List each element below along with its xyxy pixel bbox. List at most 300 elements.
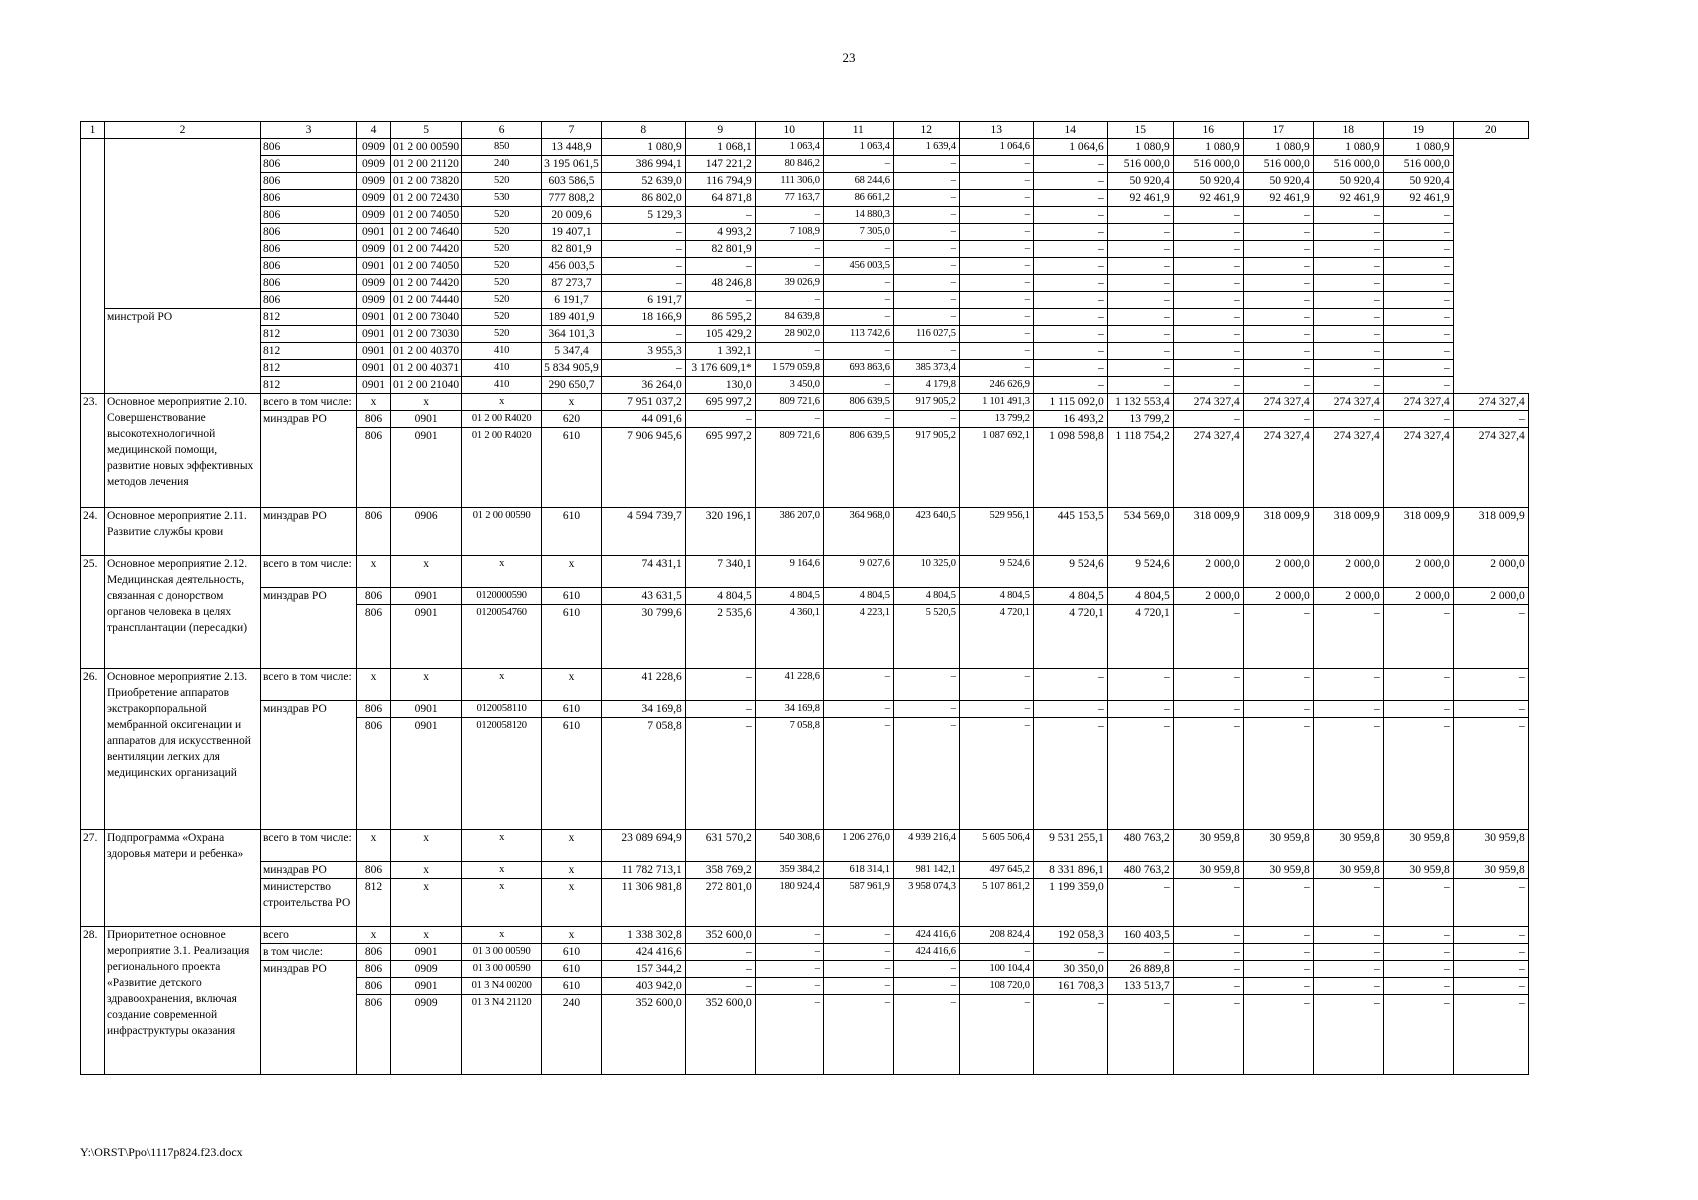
amount-cell: – <box>959 309 1033 326</box>
amount-cell: 2 000,0 <box>1453 556 1528 588</box>
amount-cell: – <box>893 207 959 224</box>
amount-cell: – <box>1243 944 1313 961</box>
amount-cell: 445 153,5 <box>1033 508 1107 556</box>
amount-cell: 2 000,0 <box>1313 588 1383 605</box>
amount-cell: 246 626,9 <box>959 377 1033 394</box>
amount-cell: 693 863,6 <box>823 360 893 377</box>
amount-cell: 2 000,0 <box>1313 556 1383 588</box>
amount-cell: – <box>893 995 959 1075</box>
amount-cell: – <box>1453 995 1528 1075</box>
amount-cell: – <box>685 961 755 978</box>
budget-code-cell: х <box>391 556 462 588</box>
column-number-cell: 17 <box>1243 122 1313 139</box>
amount-cell: 917 905,2 <box>893 394 959 411</box>
amount-cell: – <box>1243 605 1313 669</box>
budget-code-cell: 610 <box>542 978 602 995</box>
amount-cell: – <box>1383 360 1453 377</box>
executor-cell: 812 <box>261 326 357 343</box>
amount-cell: 4 804,5 <box>1033 588 1107 605</box>
table-row <box>81 292 1529 309</box>
amount-cell: – <box>1033 377 1107 394</box>
budget-code-cell: 0120058110 <box>462 701 542 718</box>
amount-cell: 48 246,8 <box>685 275 755 292</box>
amount-cell: – <box>755 241 823 258</box>
amount-cell: – <box>823 377 893 394</box>
executor-cell: 812 <box>261 377 357 394</box>
amount-cell: 9 524,6 <box>1107 556 1173 588</box>
amount-cell: – <box>959 207 1033 224</box>
budget-code-cell: 0901 <box>357 360 391 377</box>
amount-cell: 4 804,5 <box>755 588 823 605</box>
amount-cell: 11 306 981,8 <box>601 879 685 927</box>
amount-cell: – <box>1453 978 1528 995</box>
table-row <box>81 309 1529 326</box>
amount-cell: – <box>1383 961 1453 978</box>
amount-cell: – <box>1383 879 1453 927</box>
budget-code-cell: х <box>357 394 391 411</box>
amount-cell: – <box>1033 995 1107 1075</box>
budget-code-cell: 01 2 00 21120 <box>391 156 462 173</box>
amount-cell: – <box>893 718 959 830</box>
budget-code-cell: 82 801,9 <box>542 241 602 258</box>
amount-cell: – <box>1107 360 1173 377</box>
budget-code-cell: 01 2 00 74050 <box>391 207 462 224</box>
amount-cell: 1 338 302,8 <box>601 927 685 944</box>
amount-cell: – <box>685 701 755 718</box>
amount-cell: – <box>823 701 893 718</box>
amount-cell: – <box>1383 224 1453 241</box>
amount-cell: 806 639,5 <box>823 428 893 508</box>
budget-code-cell: 01 2 00 74420 <box>391 275 462 292</box>
amount-cell: – <box>1107 995 1173 1075</box>
row-number-cell: 24. <box>81 508 105 556</box>
amount-cell: – <box>1383 995 1453 1075</box>
budget-code-cell: 01 3 00 00590 <box>462 944 542 961</box>
table-row <box>81 669 1529 701</box>
amount-cell: – <box>755 944 823 961</box>
amount-cell: 36 264,0 <box>601 377 685 394</box>
executor-cell: минздрав РО <box>261 862 357 879</box>
amount-cell: 52 639,0 <box>601 173 685 190</box>
budget-code-cell: 0901 <box>391 701 462 718</box>
budget-code-cell: 01 3 N4 21120 <box>462 995 542 1075</box>
amount-cell: – <box>893 258 959 275</box>
amount-cell: 50 920,4 <box>1173 173 1243 190</box>
row-number-cell: 27. <box>81 830 105 927</box>
amount-cell: – <box>1173 995 1243 1075</box>
executor-cell: всего <box>261 927 357 944</box>
table-row <box>81 879 1529 927</box>
amount-cell: – <box>1243 258 1313 275</box>
amount-cell: – <box>1173 961 1243 978</box>
amount-cell: – <box>1243 961 1313 978</box>
column-number-cell: 18 <box>1313 122 1383 139</box>
amount-cell: 695 997,2 <box>685 394 755 411</box>
amount-cell: 274 327,4 <box>1173 394 1243 411</box>
amount-cell: – <box>1313 701 1383 718</box>
amount-cell: – <box>959 173 1033 190</box>
amount-cell: 540 308,6 <box>755 830 823 862</box>
amount-cell: 180 924,4 <box>755 879 823 927</box>
table-row <box>81 701 1529 718</box>
budget-code-cell: 01 3 00 00590 <box>462 961 542 978</box>
executor-cell: 812 <box>261 360 357 377</box>
amount-cell: – <box>601 326 685 343</box>
amount-cell: – <box>893 343 959 360</box>
amount-cell: 318 009,9 <box>1383 508 1453 556</box>
amount-cell: – <box>1033 309 1107 326</box>
amount-cell: 359 384,2 <box>755 862 823 879</box>
amount-cell: – <box>823 241 893 258</box>
amount-cell: 1 063,4 <box>755 139 823 156</box>
amount-cell: – <box>1383 377 1453 394</box>
amount-cell: 274 327,4 <box>1243 428 1313 508</box>
amount-cell: 92 461,9 <box>1173 190 1243 207</box>
amount-cell: 497 645,2 <box>959 862 1033 879</box>
budget-code-cell: 0901 <box>357 377 391 394</box>
budget-code-cell: 806 <box>357 508 391 556</box>
amount-cell: – <box>1243 879 1313 927</box>
amount-cell: – <box>1033 718 1107 830</box>
amount-cell: – <box>1173 701 1243 718</box>
column-number-cell: 7 <box>542 122 602 139</box>
amount-cell: 386 207,0 <box>755 508 823 556</box>
amount-cell: 516 000,0 <box>1173 156 1243 173</box>
executor-cell: 806 <box>261 241 357 258</box>
amount-cell: – <box>823 275 893 292</box>
amount-cell: 587 961,9 <box>823 879 893 927</box>
budget-code-cell: 01 2 00 40370 <box>391 343 462 360</box>
amount-cell: 2 000,0 <box>1243 588 1313 605</box>
amount-cell: 1 080,9 <box>601 139 685 156</box>
budget-code-cell: 520 <box>462 258 542 275</box>
amount-cell: – <box>1173 718 1243 830</box>
amount-cell: – <box>1173 309 1243 326</box>
budget-code-cell: х <box>542 394 602 411</box>
amount-cell: – <box>1173 292 1243 309</box>
amount-cell: 5 605 506,4 <box>959 830 1033 862</box>
budget-code-cell: х <box>542 830 602 862</box>
amount-cell: 13 799,2 <box>1107 411 1173 428</box>
amount-cell: – <box>1107 207 1173 224</box>
amount-cell: – <box>1173 207 1243 224</box>
file-path-footer: Y:\ORST\Ppo\1117p824.f23.docx <box>80 1145 243 1159</box>
amount-cell: – <box>1453 944 1528 961</box>
amount-cell: 43 631,5 <box>601 588 685 605</box>
budget-code-cell: х <box>542 556 602 588</box>
amount-cell: 917 905,2 <box>893 428 959 508</box>
amount-cell: 86 595,2 <box>685 309 755 326</box>
amount-cell: – <box>1453 961 1528 978</box>
amount-cell: 30 959,8 <box>1173 862 1243 879</box>
amount-cell: 1 068,1 <box>685 139 755 156</box>
amount-cell: – <box>1033 343 1107 360</box>
amount-cell: – <box>755 292 823 309</box>
budget-code-cell: 610 <box>542 508 602 556</box>
amount-cell: – <box>1313 669 1383 701</box>
budget-code-cell: 0120000590 <box>462 588 542 605</box>
amount-cell: – <box>1243 343 1313 360</box>
budget-code-cell: 01 2 00 74440 <box>391 292 462 309</box>
budget-code-cell: 0909 <box>357 139 391 156</box>
amount-cell: – <box>823 978 893 995</box>
amount-cell: – <box>1313 292 1383 309</box>
amount-cell: – <box>1033 326 1107 343</box>
amount-cell: 274 327,4 <box>1173 428 1243 508</box>
executor-cell: минздрав РО <box>261 508 357 556</box>
amount-cell: 64 871,8 <box>685 190 755 207</box>
budget-code-cell: 0120054760 <box>462 605 542 669</box>
amount-cell: – <box>1173 669 1243 701</box>
amount-cell: 1 392,1 <box>685 343 755 360</box>
amount-cell: 28 902,0 <box>755 326 823 343</box>
budget-code-cell: 0909 <box>391 995 462 1075</box>
amount-cell: – <box>1383 275 1453 292</box>
budget-code-cell: 610 <box>542 944 602 961</box>
amount-cell: 4 804,5 <box>685 588 755 605</box>
budget-code-cell: 456 003,5 <box>542 258 602 275</box>
amount-cell: – <box>1173 326 1243 343</box>
budget-code-cell: 0906 <box>391 508 462 556</box>
amount-cell: – <box>685 669 755 701</box>
column-number-cell: 6 <box>462 122 542 139</box>
amount-cell: – <box>1033 701 1107 718</box>
amount-cell: 50 920,4 <box>1243 173 1313 190</box>
page-number: 23 <box>842 50 856 65</box>
amount-cell: 26 889,8 <box>1107 961 1173 978</box>
executor-cell: 806 <box>261 156 357 173</box>
budget-code-cell: х <box>542 862 602 879</box>
amount-cell: 41 228,6 <box>601 669 685 701</box>
amount-cell: – <box>1173 275 1243 292</box>
amount-cell: – <box>959 258 1033 275</box>
budget-code-cell: 0901 <box>391 944 462 961</box>
amount-cell: 30 799,6 <box>601 605 685 669</box>
amount-cell: 358 769,2 <box>685 862 755 879</box>
amount-cell: – <box>1313 224 1383 241</box>
budget-code-cell: 777 808,2 <box>542 190 602 207</box>
amount-cell: – <box>1173 343 1243 360</box>
amount-cell: – <box>959 718 1033 830</box>
amount-cell: 5 107 861,2 <box>959 879 1033 927</box>
budget-code-cell: 01 2 00 R4020 <box>462 411 542 428</box>
table-row <box>81 377 1529 394</box>
executor-cell: минздрав РО <box>261 411 357 508</box>
measure-name-cell: Основное мероприятие 2.10. Совершенствование высокотехнологичной медицинской помощи, развитие новых эффективных методов лечения <box>105 394 261 508</box>
amount-cell: 809 721,6 <box>755 394 823 411</box>
amount-cell: 1 064,6 <box>1033 139 1107 156</box>
amount-cell: – <box>1313 377 1383 394</box>
amount-cell: 18 166,9 <box>601 309 685 326</box>
budget-code-cell: 410 <box>462 360 542 377</box>
budget-code-cell: 520 <box>462 309 542 326</box>
budget-code-cell: х <box>462 669 542 701</box>
amount-cell: 9 524,6 <box>959 556 1033 588</box>
amount-cell: 1 115 092,0 <box>1033 394 1107 411</box>
budget-code-cell: 603 586,5 <box>542 173 602 190</box>
table-row <box>81 190 1529 207</box>
amount-cell: – <box>685 207 755 224</box>
amount-cell: – <box>685 978 755 995</box>
executor-cell: минздрав РО <box>261 588 357 669</box>
row-number-cell <box>81 139 105 394</box>
amount-cell: – <box>1033 156 1107 173</box>
column-number-cell: 9 <box>685 122 755 139</box>
budget-code-cell: 806 <box>357 588 391 605</box>
measure-name-cell: Подпрограмма «Охрана здоровья матери и ребенка» <box>105 830 261 927</box>
table-row <box>81 588 1529 605</box>
budget-code-cell: 520 <box>462 275 542 292</box>
amount-cell: – <box>1383 241 1453 258</box>
amount-cell: 147 221,2 <box>685 156 755 173</box>
amount-cell: 274 327,4 <box>1243 394 1313 411</box>
budget-code-cell: 806 <box>357 411 391 428</box>
budget-code-cell: 520 <box>462 326 542 343</box>
amount-cell: 318 009,9 <box>1173 508 1243 556</box>
amount-cell: – <box>1033 207 1107 224</box>
amount-cell: – <box>601 241 685 258</box>
measure-name-cell: минстрой РО <box>105 309 261 394</box>
budget-code-cell: 0909 <box>357 207 391 224</box>
amount-cell: – <box>1313 978 1383 995</box>
budget-code-cell: х <box>391 927 462 944</box>
table-row <box>81 394 1529 411</box>
amount-cell: – <box>893 961 959 978</box>
amount-cell: 9 027,6 <box>823 556 893 588</box>
amount-cell: – <box>893 241 959 258</box>
amount-cell: 16 493,2 <box>1033 411 1107 428</box>
amount-cell: – <box>1383 309 1453 326</box>
amount-cell: – <box>1107 258 1173 275</box>
measure-name-cell: Приоритетное основное мероприятие 3.1. Реализация регионального проекта «Развитие детского здравоохранения, включая создание современной инфраструктуры оказания <box>105 927 261 1075</box>
executor-cell: минздрав РО <box>261 701 357 830</box>
amount-cell: 516 000,0 <box>1313 156 1383 173</box>
amount-cell: – <box>1453 879 1528 927</box>
budget-code-cell: 01 2 00 74640 <box>391 224 462 241</box>
budget-code-cell: 610 <box>542 588 602 605</box>
amount-cell: – <box>1033 944 1107 961</box>
amount-cell: 7 058,8 <box>601 718 685 830</box>
amount-cell: 7 108,9 <box>755 224 823 241</box>
amount-cell: 6 191,7 <box>601 292 685 309</box>
budget-code-cell: 610 <box>542 428 602 508</box>
amount-cell: – <box>1033 669 1107 701</box>
budget-code-cell: 0909 <box>357 156 391 173</box>
budget-code-cell: 0901 <box>357 309 391 326</box>
amount-cell: – <box>1243 411 1313 428</box>
budget-code-cell: 01 2 00 73040 <box>391 309 462 326</box>
amount-cell: – <box>1173 241 1243 258</box>
executor-cell: министерство строительства РО <box>261 879 357 927</box>
amount-cell: 318 009,9 <box>1453 508 1528 556</box>
column-number-cell: 14 <box>1033 122 1107 139</box>
amount-cell: 3 955,3 <box>601 343 685 360</box>
budget-code-cell: 806 <box>357 701 391 718</box>
amount-cell: 30 959,8 <box>1243 862 1313 879</box>
amount-cell: – <box>1243 224 1313 241</box>
amount-cell: 1 087 692,1 <box>959 428 1033 508</box>
amount-cell: 2 000,0 <box>1453 588 1528 605</box>
amount-cell: 2 000,0 <box>1383 588 1453 605</box>
budget-code-cell: х <box>462 556 542 588</box>
budget-code-cell: 520 <box>462 224 542 241</box>
amount-cell: – <box>1107 292 1173 309</box>
budget-code-cell: 520 <box>462 173 542 190</box>
table-row <box>81 556 1529 588</box>
budget-code-cell: 01 2 00 40371 <box>391 360 462 377</box>
table-row <box>81 944 1529 961</box>
amount-cell: 50 920,4 <box>1107 173 1173 190</box>
budget-code-cell: 850 <box>462 139 542 156</box>
amount-cell: – <box>1173 944 1243 961</box>
amount-cell: 1 080,9 <box>1107 139 1173 156</box>
amount-cell: – <box>1243 978 1313 995</box>
budget-code-cell: 0901 <box>357 343 391 360</box>
amount-cell: 423 640,5 <box>893 508 959 556</box>
amount-cell: 806 639,5 <box>823 394 893 411</box>
amount-cell: 9 531 255,1 <box>1033 830 1107 862</box>
budget-code-cell: 01 2 00 R4020 <box>462 428 542 508</box>
amount-cell: 4 804,5 <box>893 588 959 605</box>
amount-cell: 1 199 359,0 <box>1033 879 1107 927</box>
amount-cell: 424 416,6 <box>893 927 959 944</box>
budget-code-cell: х <box>391 669 462 701</box>
budget-code-cell: 610 <box>542 961 602 978</box>
column-number-cell: 15 <box>1107 122 1173 139</box>
budget-code-cell: 240 <box>462 156 542 173</box>
amount-cell: – <box>601 224 685 241</box>
amount-cell: – <box>893 173 959 190</box>
budget-code-cell: 0120058120 <box>462 718 542 830</box>
budget-code-cell: х <box>462 830 542 862</box>
budget-code-cell: 520 <box>462 241 542 258</box>
budget-code-cell: 01 2 00 74420 <box>391 241 462 258</box>
budget-code-cell: 806 <box>357 428 391 508</box>
amount-cell: – <box>1383 701 1453 718</box>
table-row <box>81 139 1529 156</box>
amount-cell: – <box>823 927 893 944</box>
budget-code-cell: х <box>391 394 462 411</box>
amount-cell: – <box>1383 605 1453 669</box>
amount-cell: 1 064,6 <box>959 139 1033 156</box>
amount-cell: – <box>1033 292 1107 309</box>
budget-code-cell: х <box>462 927 542 944</box>
table-row <box>81 207 1529 224</box>
amount-cell: – <box>1173 927 1243 944</box>
amount-cell: – <box>1313 718 1383 830</box>
amount-cell: – <box>1383 411 1453 428</box>
executor-cell: в том числе: <box>261 944 357 961</box>
amount-cell: – <box>1033 360 1107 377</box>
amount-cell: – <box>1383 207 1453 224</box>
amount-cell: 4 804,5 <box>959 588 1033 605</box>
amount-cell: 130,0 <box>685 377 755 394</box>
amount-cell: – <box>1313 258 1383 275</box>
budget-code-cell: 0901 <box>391 588 462 605</box>
budget-code-cell: 01 2 00 00590 <box>462 508 542 556</box>
amount-cell: – <box>1173 411 1243 428</box>
amount-cell: 80 846,2 <box>755 156 823 173</box>
amount-cell: – <box>1173 224 1243 241</box>
budget-code-cell: 01 2 00 73030 <box>391 326 462 343</box>
amount-cell: – <box>1033 173 1107 190</box>
amount-cell: – <box>959 275 1033 292</box>
amount-cell: – <box>601 275 685 292</box>
amount-cell: 13 799,2 <box>959 411 1033 428</box>
amount-cell: 981 142,1 <box>893 862 959 879</box>
executor-cell: 806 <box>261 173 357 190</box>
amount-cell: 11 782 713,1 <box>601 862 685 879</box>
